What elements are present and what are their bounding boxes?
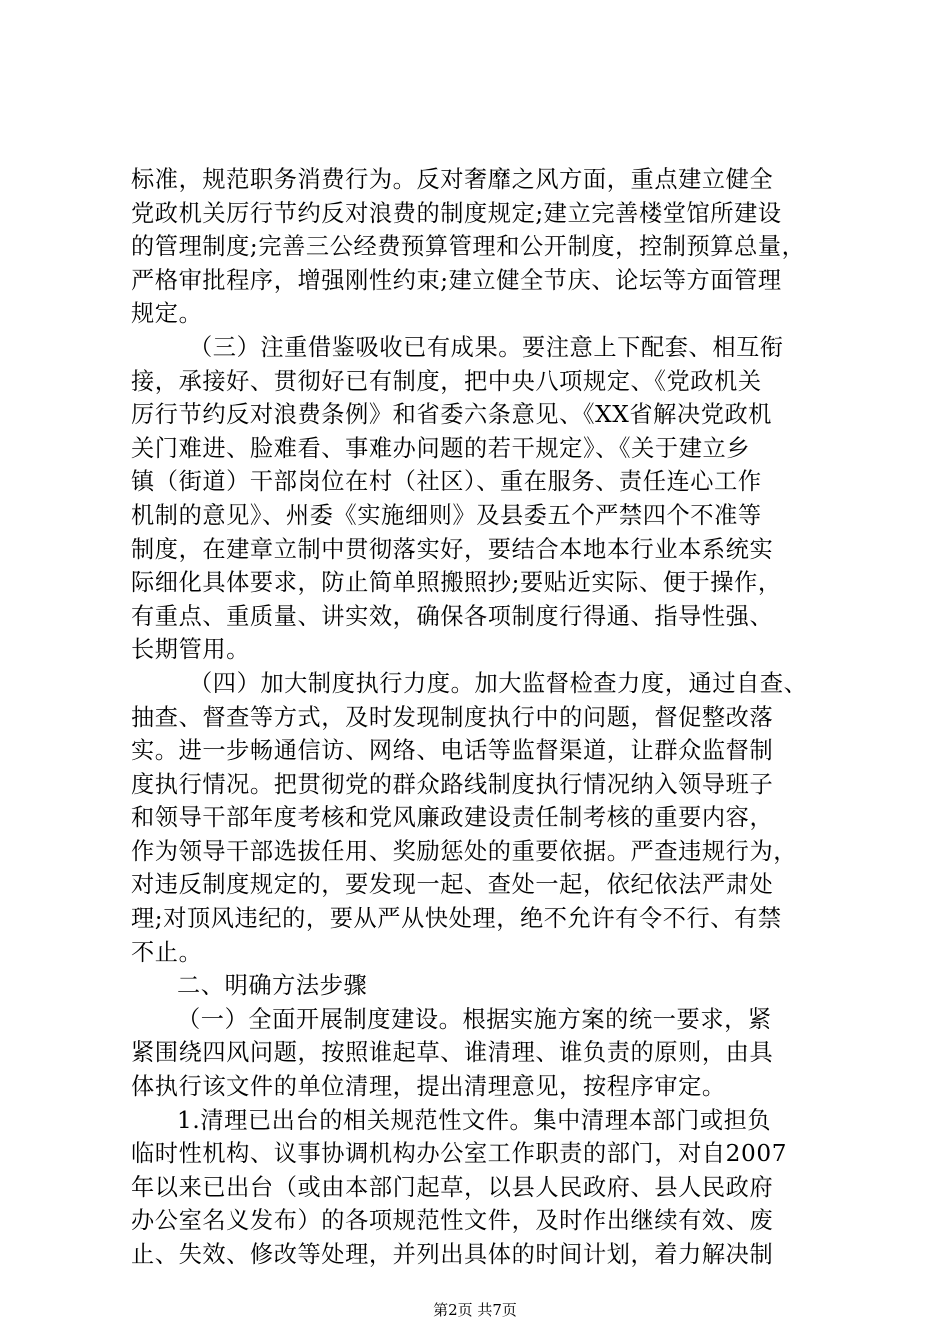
text-line: 规定。 bbox=[131, 300, 203, 328]
document-body bbox=[131, 163, 831, 1272]
text-line: 办公室名义发布）的各项规范性文件，及时作出继续有效、废 bbox=[131, 1207, 774, 1235]
text-line: 党政机关厉行节约反对浪费的制度规定;建立完善楼堂馆所建设 bbox=[131, 199, 782, 227]
text-line: 标准，规范职务消费行为。反对奢靡之风方面，重点建立健全 bbox=[131, 166, 774, 193]
text-line: 有重点、重质量、讲实效，确保各项制度行得通、指导性强、 bbox=[131, 602, 774, 630]
section-heading-2: 二、明确方法步骤 bbox=[177, 972, 368, 1000]
paragraph-heading-1: （一）全面开展制度建设。根据实施方案的统一要求，紧 bbox=[177, 1005, 772, 1033]
text-line: 实。进一步畅通信访、网络、电话等监督渠道，让群众监督制 bbox=[131, 737, 774, 765]
text-line: 抽查、督查等方式，及时发现制度执行中的问题，督促整改落 bbox=[131, 703, 774, 731]
text-line: 际细化具体要求，防止简单照搬照抄;要贴近实际、便于操作， bbox=[131, 569, 782, 597]
page-footer: 第2页 共7页 bbox=[433, 1301, 517, 1319]
text-line: 紧围绕四风问题，按照谁起草、谁清理、谁负责的原则，由具 bbox=[131, 1039, 774, 1067]
text-line: 理;对顶风违纪的，要从严从快处理，绝不允许有令不行、有禁 bbox=[131, 905, 782, 933]
text-line: 不止。 bbox=[131, 938, 203, 966]
numbered-item-1: 1.清理已出台的相关规范性文件。集中清理本部门或担负 bbox=[177, 1106, 772, 1134]
text-line: 年以来已出台（或由本部门起草，以县人民政府、县人民政府 bbox=[131, 1173, 774, 1201]
text-line: 的管理制度;完善三公经费预算管理和公开制度，控制预算总量， bbox=[131, 233, 806, 261]
text-line: 严格审批程序，增强刚性约束;建立健全节庆、论坛等方面管理 bbox=[131, 266, 782, 294]
text-line: 度执行情况。把贯彻党的群众路线制度执行情况纳入领导班子 bbox=[131, 770, 774, 798]
text-line: 关门难进、脸难看、事难办问题的若干规定》、《关于建立乡 bbox=[131, 434, 751, 462]
text-line: 机制的意见》、州委《实施细则》及县委五个严禁四个不准等 bbox=[131, 501, 762, 529]
text-line: 镇（街道）干部岗位在村（社区）、重在服务、责任连心工作 bbox=[131, 468, 762, 496]
text-line: 对违反制度规定的，要发现一起、查处一起，依纪依法严肃处 bbox=[131, 871, 774, 899]
text-line: 止、失效、修改等处理，并列出具体的时间计划，着力解决制 bbox=[131, 1241, 774, 1268]
text-line: 作为领导干部选拔任用、奖励惩处的重要依据。严查违规行为， bbox=[131, 837, 798, 865]
paragraph-heading-3: （三）注重借鉴吸收已有成果。要注意上下配套、相互衔 bbox=[189, 333, 784, 361]
text-line: 和领导干部年度考核和党风廉政建设责任制考核的重要内容， bbox=[131, 804, 774, 832]
text-line: 接，承接好、贯彻好已有制度，把中央八项规定、《党政机关 bbox=[131, 367, 762, 395]
text-line: 临时性机构、议事协调机构办公室工作职责的部门，对自2007 bbox=[131, 1140, 788, 1168]
text-line: 制度，在建章立制中贯彻落实好，要结合本地本行业本系统实 bbox=[131, 535, 774, 563]
text-line: 厉行节约反对浪费条例》和省委六条意见、《XX省解决党政机 bbox=[131, 401, 773, 429]
text-line: 体执行该文件的单位清理，提出清理意见，按程序审定。 bbox=[131, 1073, 726, 1101]
text-line: 长期管用。 bbox=[131, 636, 250, 664]
paragraph-heading-4: （四）加大制度执行力度。加大监督检查力度，通过自查、 bbox=[189, 669, 808, 697]
